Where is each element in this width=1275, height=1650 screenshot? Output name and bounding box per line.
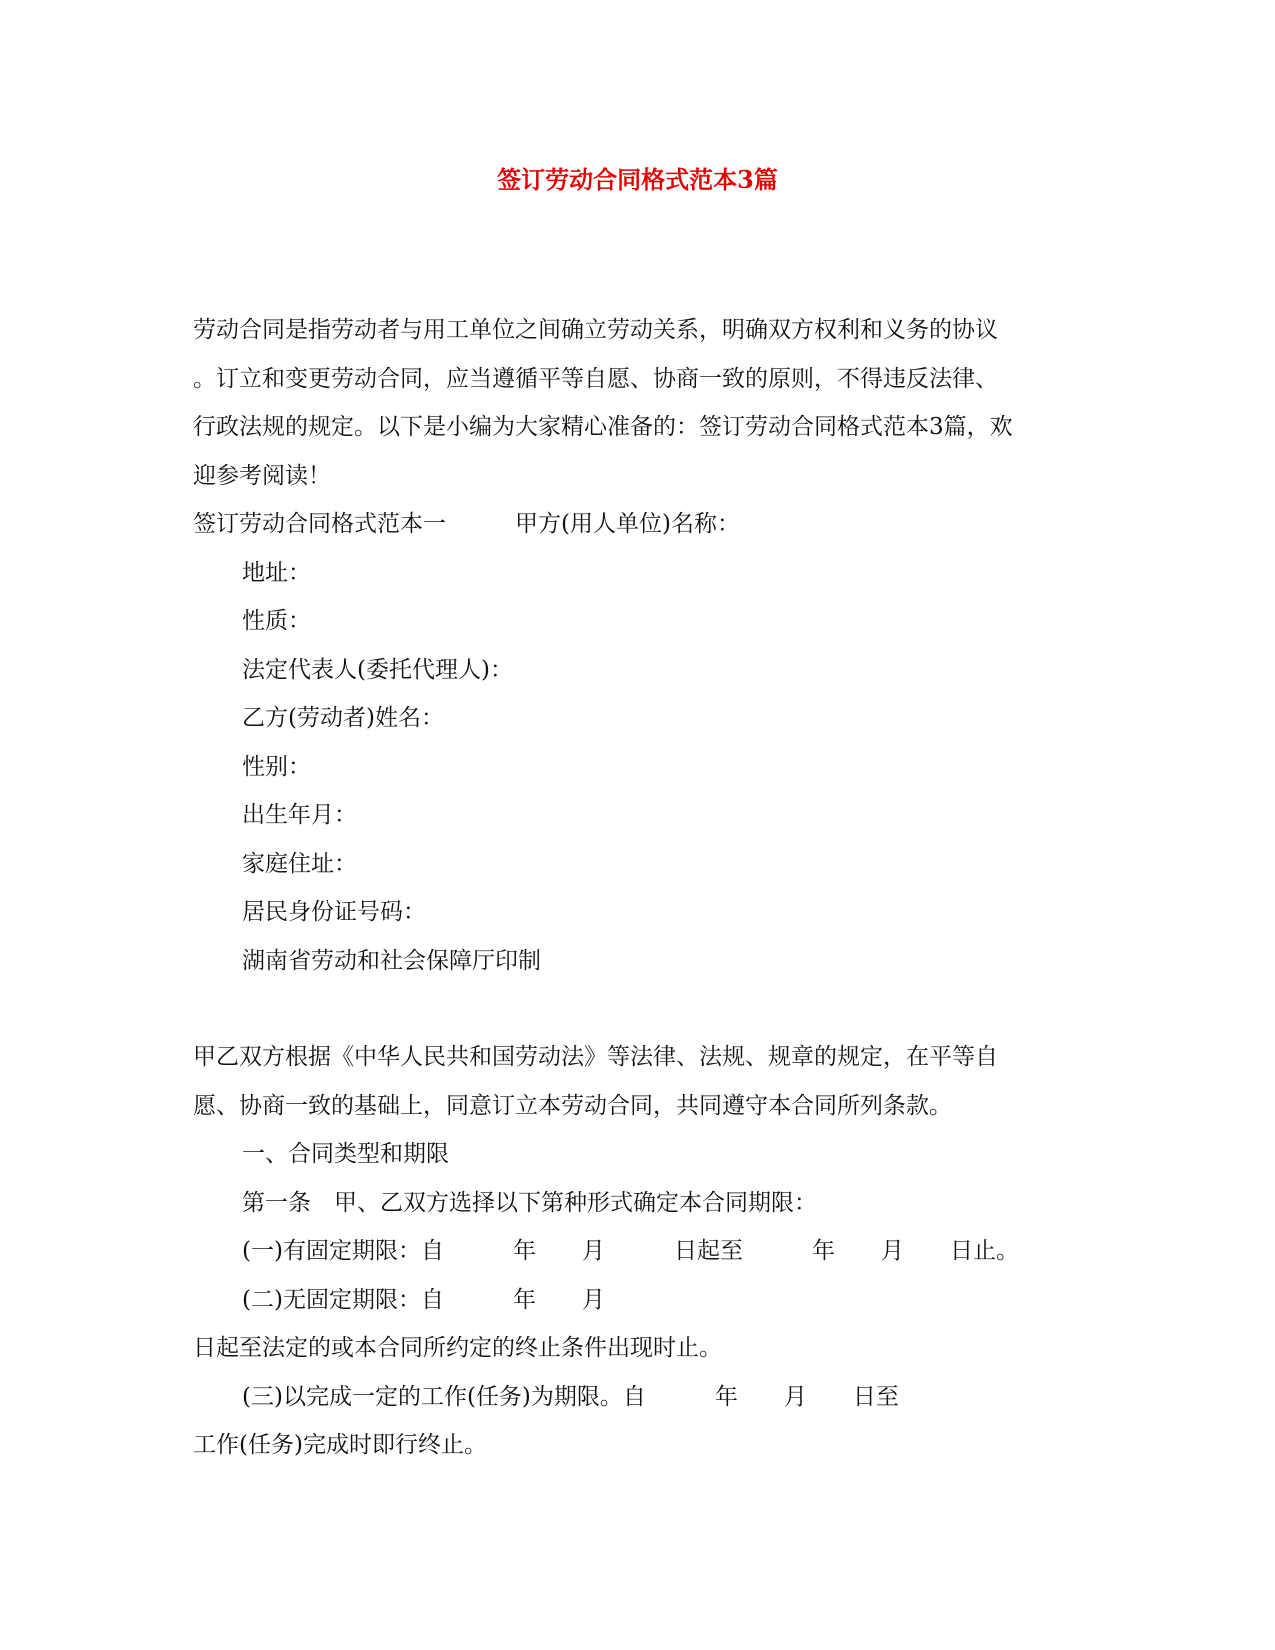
text-line: 工作(任务)完成时即行终止。 — [193, 1432, 487, 1458]
text-line: 一、合同类型和期限 — [242, 1141, 449, 1167]
text-line: 出生年月： — [242, 802, 357, 828]
text-line: 甲乙双方根据《中华人民共和国劳动法》等法律、法规、规章的规定，在平等自 — [193, 1044, 998, 1070]
text-line: 签订劳动合同格式范本一 甲方(用人单位)名称： — [193, 511, 740, 537]
text-line: 行政法规的规定。以下是小编为大家精心准备的：签订劳动合同格式范本3篇，欢 — [193, 414, 1013, 440]
text-line: 迎参考阅读！ — [193, 462, 331, 489]
text-line: 居民身份证号码： — [242, 899, 426, 925]
text-line: 第一条 甲、乙双方选择以下第种形式确定本合同期限： — [242, 1189, 817, 1216]
text-line: 家庭住址： — [242, 850, 357, 877]
text-line: 日起至法定的或本合同所约定的终止条件出现时止。 — [193, 1335, 722, 1361]
text-line: (一)有固定期限：自 年 月 日起至 年 月 日止。 — [242, 1238, 1019, 1264]
text-line: 法定代表人(委托代理人)： — [242, 656, 513, 683]
document-body — [193, 306, 1093, 1470]
text-line: (二)无固定期限：自 年 月 — [242, 1286, 605, 1313]
text-line: 性质： — [242, 608, 311, 634]
text-line: 乙方(劳动者)姓名： — [242, 705, 444, 731]
document-title: 签订劳动合同格式范本3篇 — [497, 165, 778, 194]
paragraph-gap — [193, 985, 1093, 1033]
text-line: 。订立和变更劳动合同，应当遵循平等自愿、协商一致的原则，不得违反法律、 — [193, 365, 998, 392]
text-line: 劳动合同是指劳动者与用工单位之间确立劳动关系，明确双方权利和义务的协议 — [193, 317, 998, 343]
text-line: 地址： — [242, 559, 311, 586]
text-line: 愿、协商一致的基础上，同意订立本劳动合同，共同遵守本合同所列条款。 — [193, 1092, 952, 1119]
text-line: 湖南省劳动和社会保障厅印制 — [242, 947, 541, 974]
text-line: (三)以完成一定的工作(任务)为期限。自 年 月 日至 — [242, 1383, 899, 1410]
text-line: 性别： — [242, 753, 311, 780]
